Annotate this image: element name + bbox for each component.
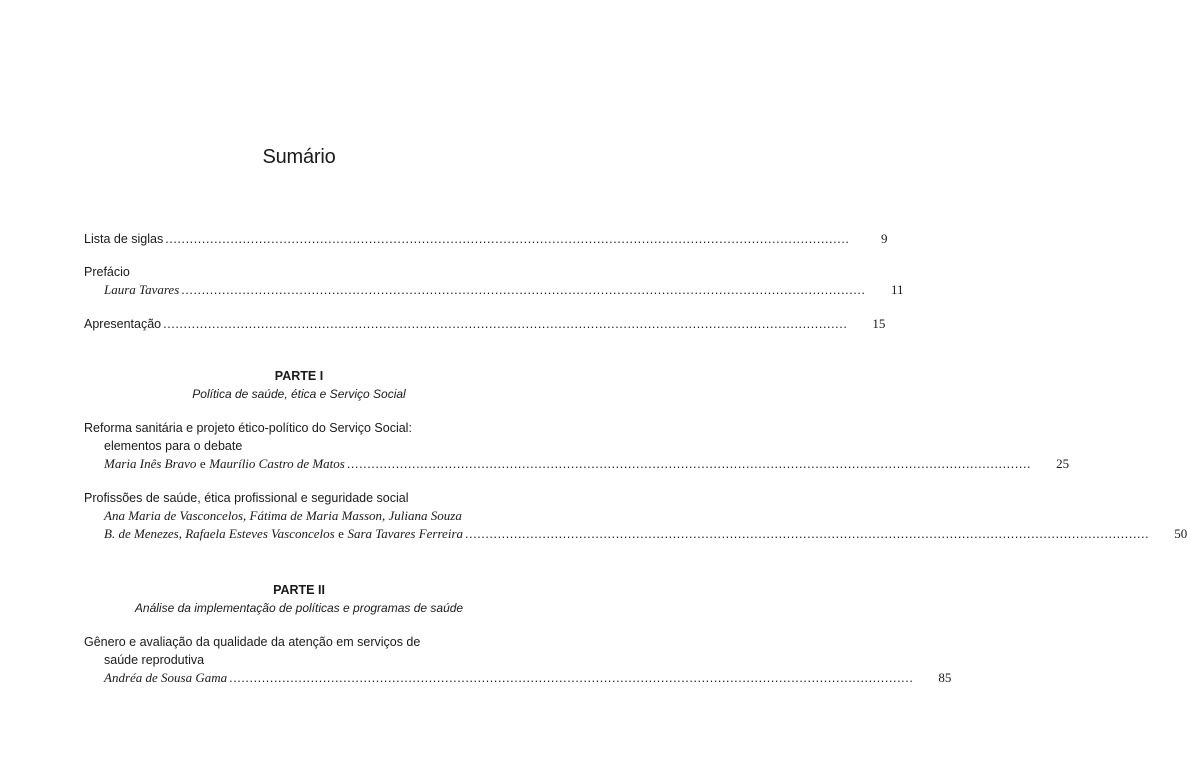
toc-entry-genero[interactable] [84, 633, 530, 651]
part-2-subtitle: Análise da implementação de políticas e programas de saúde [134, 601, 464, 615]
author-conjunction: e [338, 526, 344, 541]
toc-entry-author: Andréa de Sousa Gama [104, 670, 228, 685]
toc-entry-reforma-author-line [104, 455, 1070, 473]
toc-entry-reforma-line2 [104, 437, 530, 455]
toc-entry-prefacio[interactable] [84, 263, 530, 281]
toc-page-number: 85 [938, 670, 952, 685]
toc-entry-genero-author-line [104, 669, 952, 687]
toc-page-number: 15 [872, 316, 886, 331]
toc-page-number: 11 [890, 282, 904, 297]
part-2-title: PARTE II [273, 583, 325, 597]
toc-entry-profissoes[interactable] [84, 489, 530, 507]
author-conjunction: e [199, 456, 206, 471]
toc-entry-author: Ana Maria de Vasconcelos, Fátima de Maria Masson, Juliana Souza [104, 508, 462, 523]
toc-entry-profissoes-authors-line2 [104, 525, 1187, 543]
toc-entry-authors [104, 455, 345, 473]
leader-dots: ........................................................................................................................................................................ [181, 283, 866, 297]
toc-page-number: 50 [1174, 526, 1187, 541]
toc-entry-reforma[interactable] [84, 419, 530, 437]
page-title: Sumário [262, 146, 336, 168]
toc-page-number: 9 [880, 231, 888, 246]
toc-entry-label: Gênero e avaliação da qualidade da atenção em serviços de [84, 635, 421, 649]
toc-page-number: 25 [1056, 456, 1070, 471]
part-1-subtitle: Política de saúde, ética e Serviço Social [192, 387, 406, 401]
toc-entry-label-cont: saúde reprodutiva [104, 653, 205, 667]
toc-entry-label: Profissões de saúde, ética profissional e seguridade social [84, 491, 409, 505]
toc-entry-author: Maurílio Castro de Matos [209, 456, 345, 471]
toc-entry-author: B. de Menezes, Rafaela Esteves Vasconcelos [104, 526, 335, 541]
toc-entry-label: Apresentação [84, 317, 162, 331]
toc-entry-genero-line2 [104, 651, 530, 669]
toc-entry-label: Prefácio [84, 265, 130, 279]
toc-entry-authors [104, 525, 463, 543]
leader-dots: ........................................................................................................................................................................ [163, 317, 848, 331]
toc-entry-profissoes-authors-line1 [104, 507, 530, 525]
toc-entry-author: Laura Tavares [104, 282, 180, 297]
toc-entry-apresentacao[interactable] [84, 315, 886, 333]
leader-dots: ........................................................................................................................................................................ [465, 527, 1150, 541]
toc-entry-label: Reforma sanitária e projeto ético-político do Serviço Social: [84, 421, 412, 435]
leader-dots: ........................................................................................................................................................................ [229, 671, 914, 685]
toc-entry-author: Sara Tavares Ferreira [347, 526, 463, 541]
leader-dots: ........................................................................................................................................................................ [165, 232, 850, 246]
toc-entry-siglas[interactable] [84, 230, 888, 248]
toc-entry-author: Maria Inês Bravo [104, 456, 197, 471]
toc-entry-label: Lista de siglas [84, 232, 164, 246]
toc-entry-prefacio-author-line [104, 281, 904, 299]
leader-dots: ........................................................................................................................................................................ [346, 457, 1032, 471]
toc-entry-label-cont: elementos para o debate [104, 439, 243, 453]
part-1-title: PARTE I [274, 369, 324, 383]
